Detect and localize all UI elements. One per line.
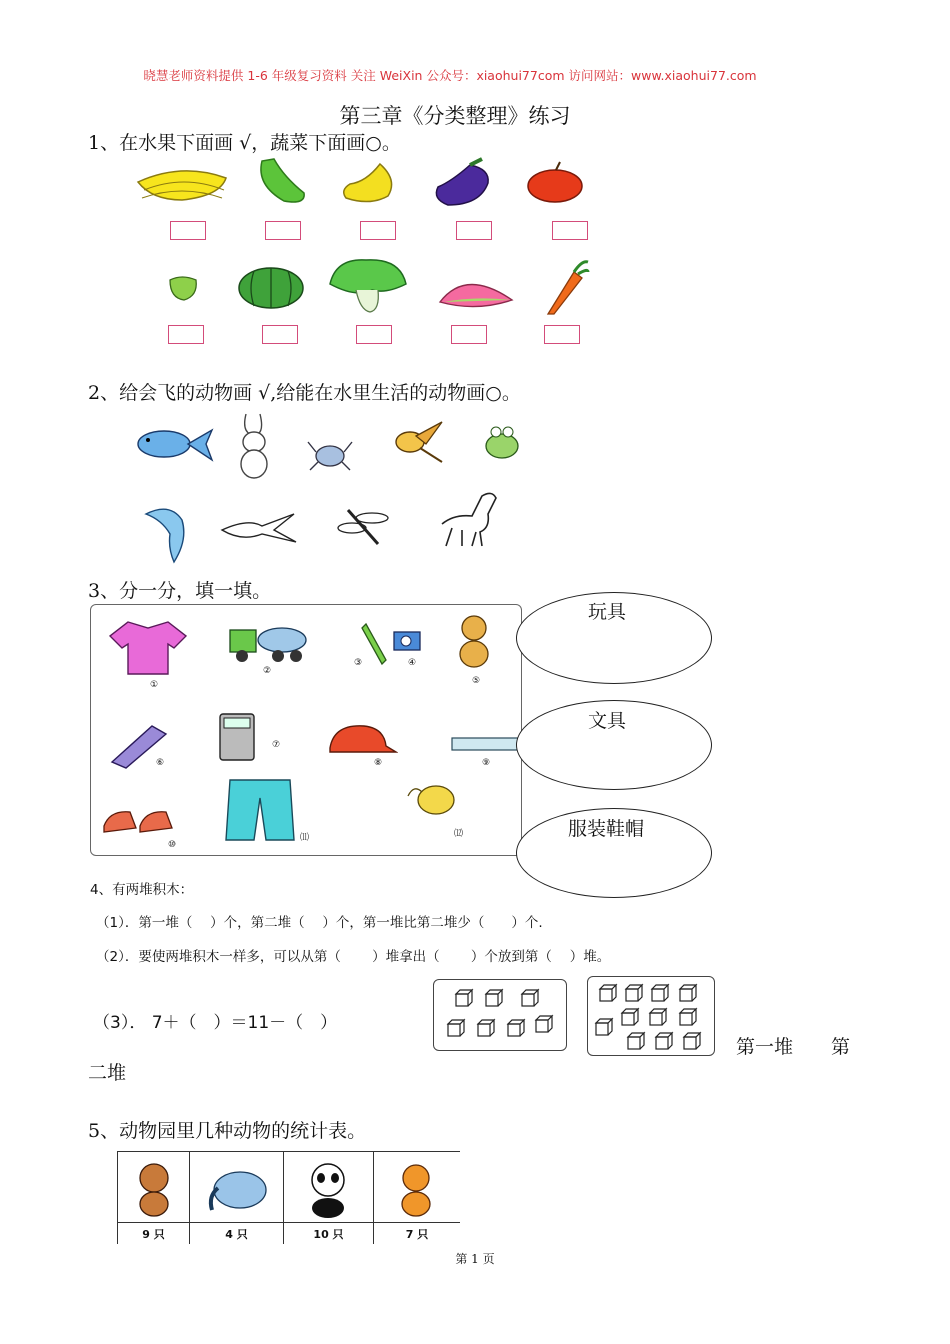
answer-box[interactable] bbox=[451, 325, 487, 344]
page-title: 第三章《分类整理》练习 bbox=[339, 104, 571, 128]
item-number: ① bbox=[150, 680, 159, 690]
question-4-line-1: （1）．第一堆（ ）个，第二堆（ ）个，第一堆比第二堆少（ ）个. bbox=[96, 915, 543, 931]
item-number: ⑤ bbox=[472, 676, 481, 686]
swallow-icon bbox=[218, 508, 298, 548]
block-cube bbox=[456, 990, 472, 1006]
item-number: ⑥ bbox=[156, 758, 165, 768]
pile-label-cont: 二堆 bbox=[88, 1062, 127, 1084]
toy-chick-icon bbox=[402, 778, 460, 822]
apple-icon bbox=[526, 160, 584, 204]
frog-icon bbox=[478, 420, 526, 464]
question-3-text: 3、分一分，填一填。 bbox=[88, 580, 272, 602]
banana-icon bbox=[134, 160, 230, 210]
cap-icon bbox=[326, 718, 398, 762]
animal-count: 9 只 bbox=[142, 1228, 165, 1241]
eggplant-icon bbox=[430, 155, 494, 209]
question-5-text: 5、动物园里几种动物的统计表。 bbox=[88, 1120, 367, 1142]
elephant-icon bbox=[190, 1152, 284, 1222]
item-number: ③ bbox=[354, 658, 363, 668]
truck-icon bbox=[226, 620, 312, 664]
block-cube bbox=[684, 1033, 700, 1049]
block-cube bbox=[486, 990, 502, 1006]
category-label-toys: 玩具 bbox=[588, 601, 627, 623]
answer-box[interactable] bbox=[456, 221, 492, 240]
block-pile-1 bbox=[433, 979, 567, 1051]
header-note: 晓慧老师资料提供 1-6 年级复习资料 关注 WeiXin 公众号：xiaohui77com 访问网站：www.xiaohui77.com bbox=[143, 68, 757, 83]
table-cell bbox=[190, 1152, 284, 1244]
block-cube bbox=[626, 985, 642, 1001]
item-number: ⑩ bbox=[168, 840, 177, 850]
watermelon-icon bbox=[236, 264, 306, 310]
peach-icon bbox=[436, 272, 516, 308]
block-cube bbox=[652, 985, 668, 1001]
category-label-stationery: 文具 bbox=[588, 710, 627, 732]
carrot-icon bbox=[544, 258, 590, 316]
answer-box[interactable] bbox=[544, 325, 580, 344]
table-cell bbox=[284, 1152, 374, 1244]
block-cube bbox=[448, 1020, 464, 1036]
block-cube bbox=[680, 1009, 696, 1025]
answer-box[interactable] bbox=[360, 221, 396, 240]
block-cube bbox=[622, 1009, 638, 1025]
item-number: ⑨ bbox=[482, 758, 491, 768]
question-4-text: 4、有两堆积木： bbox=[90, 882, 194, 898]
sharpener-icon bbox=[388, 626, 424, 656]
answer-box[interactable] bbox=[552, 221, 588, 240]
item-number: ⑦ bbox=[272, 740, 281, 750]
block-cube bbox=[508, 1020, 524, 1036]
item-number: ② bbox=[263, 666, 272, 676]
pile-label: 第一堆 第 bbox=[736, 1036, 851, 1058]
cabbage-icon bbox=[326, 254, 410, 314]
item-number: ④ bbox=[408, 658, 417, 668]
block-pile-2 bbox=[587, 976, 715, 1056]
category-label-clothing: 服装鞋帽 bbox=[568, 818, 645, 840]
shoes-icon bbox=[100, 800, 176, 842]
shirt-icon bbox=[108, 616, 188, 678]
fish-icon bbox=[130, 422, 214, 468]
rabbit-icon bbox=[230, 410, 280, 480]
crab-icon bbox=[304, 432, 356, 472]
block-cube bbox=[680, 985, 696, 1001]
panda-icon bbox=[284, 1152, 374, 1222]
shorts-icon bbox=[224, 776, 296, 846]
block-cube bbox=[522, 990, 538, 1006]
question-1-text: 1、在水果下面画 √，蔬菜下面画○。 bbox=[88, 132, 401, 154]
tiger-icon bbox=[374, 1152, 460, 1222]
block-cube bbox=[650, 1009, 666, 1025]
animal-count: 10 只 bbox=[313, 1228, 344, 1241]
animal-count: 4 只 bbox=[225, 1228, 248, 1241]
bird-icon bbox=[386, 418, 446, 466]
block-cube bbox=[536, 1016, 552, 1032]
calculator-icon bbox=[214, 710, 260, 764]
page-footer: 第 1 页 bbox=[455, 1252, 495, 1266]
dolphin-icon bbox=[140, 500, 196, 568]
table-cell bbox=[374, 1152, 460, 1244]
answer-box[interactable] bbox=[262, 325, 298, 344]
block-cube bbox=[478, 1020, 494, 1036]
answer-box[interactable] bbox=[170, 221, 206, 240]
question-4-line-3: （3）． 7＋（ ）＝11－（ ） bbox=[93, 1013, 338, 1033]
table-divider bbox=[118, 1222, 460, 1223]
cucumber-icon bbox=[254, 155, 310, 207]
question-2-text: 2、给会飞的动物画 √,给能在水里生活的动物画○。 bbox=[88, 382, 521, 404]
block-cube bbox=[628, 1033, 644, 1049]
animal-count: 7 只 bbox=[405, 1228, 429, 1241]
question-4-line-2: （2）．要使两堆积木一样多，可以从第（ ）堆拿出（ ）个放到第（ ）堆。 bbox=[96, 949, 611, 965]
block-cube bbox=[600, 985, 616, 1001]
dragonfly-icon bbox=[334, 500, 392, 554]
pencil-icon bbox=[360, 620, 390, 668]
horse-icon bbox=[432, 484, 502, 550]
item-number: ⑧ bbox=[374, 758, 383, 768]
ruler-icon bbox=[450, 734, 520, 752]
pear-icon bbox=[338, 160, 400, 206]
teddy-bear-icon bbox=[452, 612, 496, 670]
pepper-icon bbox=[166, 272, 200, 302]
block-cube bbox=[596, 1019, 612, 1035]
answer-box[interactable] bbox=[168, 325, 204, 344]
answer-box[interactable] bbox=[356, 325, 392, 344]
block-cube bbox=[656, 1033, 672, 1049]
monkey-icon bbox=[118, 1152, 190, 1222]
animal-stats-table bbox=[117, 1151, 460, 1244]
item-number: ⑾ bbox=[300, 833, 310, 843]
answer-box[interactable] bbox=[265, 221, 301, 240]
table-cell bbox=[118, 1152, 190, 1244]
item-number: ⑿ bbox=[454, 829, 464, 839]
